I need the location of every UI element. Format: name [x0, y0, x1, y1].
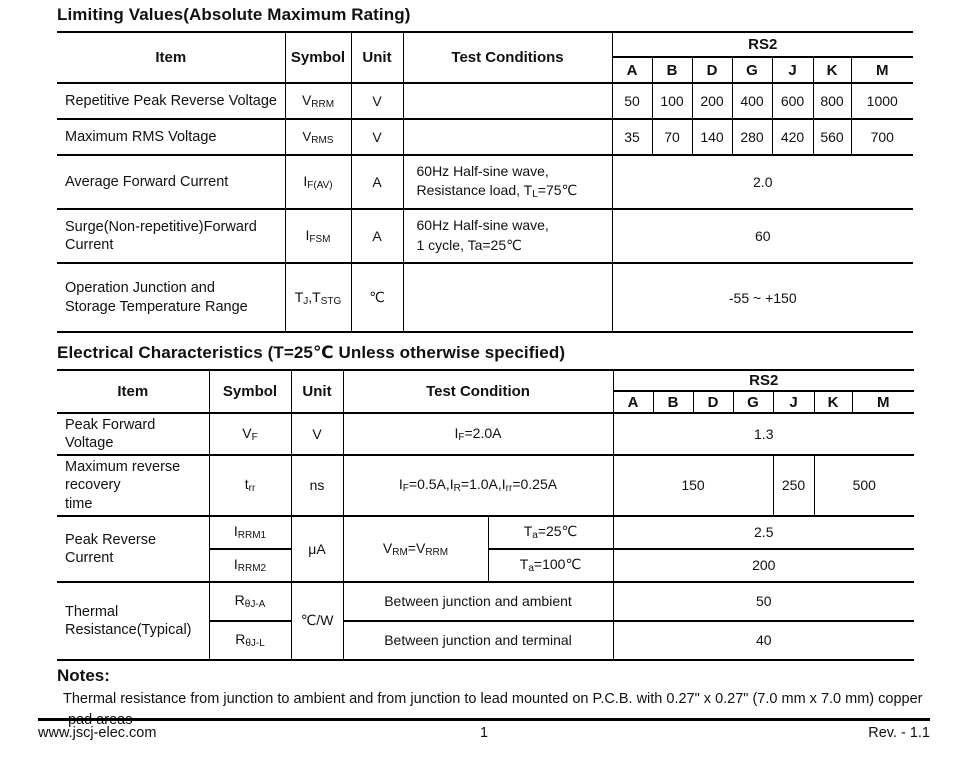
page-footer [38, 718, 930, 741]
value-cell: 700 [851, 119, 913, 155]
item-cell: Operation Junction and Storage Temperature Range [57, 263, 285, 332]
value-cell: 2.5 [613, 516, 914, 549]
t1-grade-header-j: J [772, 57, 813, 83]
symbol-cell: $t_{rr}$ [209, 455, 291, 515]
t1-grade-header-d: D [692, 57, 732, 83]
t1-header-unit: Unit [351, 32, 403, 83]
item-cell: Maximum reverse recovery time [57, 455, 209, 515]
table-row [57, 455, 914, 515]
note-text-line: pad areas [68, 711, 133, 728]
item-cell: Repetitive Peak Reverse Voltage [57, 83, 285, 119]
item-cell: Surge(Non-repetitive)Forward Current [57, 209, 285, 263]
test-condition-cell: 60Hz Half-sine wave, 1 cycle, Ta=25℃ [403, 209, 612, 263]
t1-grade-header-k: K [813, 57, 851, 83]
test-condition-cell: $V_{RM}=V_{RRM}$ [343, 516, 488, 582]
value-cell: 200 [613, 549, 914, 582]
test-condition-cell: Between junction and ambient [343, 582, 613, 621]
value-cell: -55 ~ +150 [612, 263, 913, 332]
value-cell: 100 [652, 83, 692, 119]
value-cell: 600 [772, 83, 813, 119]
t1-grade-header-m: M [851, 57, 913, 83]
t1-grade-header-g: G [732, 57, 772, 83]
symbol-cell: $V_{RMS}$ [285, 119, 351, 155]
value-cell: 250 [773, 455, 814, 515]
t1-header-symbol: Symbol [285, 32, 351, 83]
electrical-characteristics-title: Electrical Characteristics (T=25℃ Unless otherwise specified) [57, 343, 566, 362]
t1-header-item: Item [57, 32, 285, 83]
item-cell: Average Forward Current [57, 155, 285, 209]
limiting-values-title: Limiting Values(Absolute Maximum Rating) [57, 5, 411, 24]
table-row [57, 263, 913, 332]
unit-cell: ns [291, 455, 343, 515]
page-number: 1 [479, 725, 489, 741]
symbol-cell: $I_{F(AV)}$ [285, 155, 351, 209]
table-row [57, 582, 914, 621]
test-condition-cell: $I_F=0.5A,I_R=1.0A,I_{rr}=0.25A$ [343, 455, 613, 515]
value-cell: 60 [612, 209, 913, 263]
item-cell: Peak Forward Voltage [57, 413, 209, 455]
value-cell: 200 [692, 83, 732, 119]
t2-grade-header-k: K [814, 391, 852, 413]
t1-grade-header-b: B [652, 57, 692, 83]
value-cell: 150 [613, 455, 773, 515]
note-text-line: Thermal resistance from junction to ambient and from junction to lead mounted on P.C.B. with 0.27" x 0.27" (7.0 mm x 7.0 mm) copper [63, 690, 923, 707]
table-row [57, 83, 913, 119]
table-row [57, 155, 913, 209]
t2-grade-header-g: G [733, 391, 773, 413]
item-cell: Maximum RMS Voltage [57, 119, 285, 155]
symbol-cell: $V_{RRM}$ [285, 83, 351, 119]
value-cell: 50 [612, 83, 652, 119]
value-cell: 2.0 [612, 155, 913, 209]
t2-header-item: Item [57, 370, 209, 413]
value-cell: 50 [613, 582, 914, 621]
footer-revision: Rev. - 1.1 [868, 725, 930, 741]
value-cell: 1000 [851, 83, 913, 119]
t2-header-symbol: Symbol [209, 370, 291, 413]
symbol-cell: $I_{FSM}$ [285, 209, 351, 263]
item-cell: Thermal Resistance(Typical) [57, 582, 209, 660]
symbol-cell: $I_{RRM1}$ [209, 516, 291, 549]
unit-cell: A [351, 155, 403, 209]
test-condition-cell: 60Hz Half-sine wave, Resistance load, $T_L=75℃$ [403, 155, 612, 209]
symbol-cell: $T_J,T_{STG}$ [285, 263, 351, 332]
value-cell: 560 [813, 119, 851, 155]
value-cell: 500 [814, 455, 914, 515]
test-condition-cell [403, 263, 612, 332]
unit-cell: V [351, 83, 403, 119]
table-row [57, 413, 914, 455]
value-cell: 140 [692, 119, 732, 155]
table-row [57, 370, 914, 391]
t2-header-part: RS2 [613, 370, 914, 391]
value-cell: 70 [652, 119, 692, 155]
table-row [57, 119, 913, 155]
footer-website: www.jscj-elec.com [38, 725, 157, 741]
t2-grade-header-d: D [693, 391, 733, 413]
unit-cell: V [351, 119, 403, 155]
test-condition-cell: $I_F=2.0A$ [343, 413, 613, 455]
value-cell: 400 [732, 83, 772, 119]
table-row [57, 516, 914, 549]
unit-cell: ℃ [351, 263, 403, 332]
test-subcondition-cell: $T_a=100℃$ [488, 549, 613, 582]
unit-cell: μA [291, 516, 343, 582]
t1-header-test-conditions: Test Conditions [403, 32, 612, 83]
item-cell: Peak Reverse Current [57, 516, 209, 582]
test-condition-cell [403, 119, 612, 155]
t2-grade-header-m: M [852, 391, 914, 413]
value-cell: 280 [732, 119, 772, 155]
t2-header-unit: Unit [291, 370, 343, 413]
value-cell: 35 [612, 119, 652, 155]
electrical-characteristics-table [57, 369, 914, 661]
test-condition-cell: Between junction and terminal [343, 621, 613, 660]
t1-header-part: RS2 [612, 32, 913, 57]
notes-title: Notes: [57, 665, 110, 685]
symbol-cell: $V_F$ [209, 413, 291, 455]
test-condition-cell [403, 83, 612, 119]
value-cell: 40 [613, 621, 914, 660]
t2-grade-header-a: A [613, 391, 653, 413]
value-cell: 800 [813, 83, 851, 119]
test-subcondition-cell: $T_a=25℃$ [488, 516, 613, 549]
value-cell: 420 [772, 119, 813, 155]
table-row [57, 209, 913, 263]
t2-grade-header-b: B [653, 391, 693, 413]
table-row [57, 32, 913, 57]
t2-header-test-condition: Test Condition [343, 370, 613, 413]
t1-grade-header-a: A [612, 57, 652, 83]
value-cell: 1.3 [613, 413, 914, 455]
limiting-values-table [57, 31, 913, 333]
symbol-cell: $R_{\theta J-A}$ [209, 582, 291, 621]
t2-grade-header-j: J [773, 391, 814, 413]
unit-cell: A [351, 209, 403, 263]
unit-cell: ℃/W [291, 582, 343, 660]
symbol-cell: $I_{RRM2}$ [209, 549, 291, 582]
unit-cell: V [291, 413, 343, 455]
symbol-cell: $R_{\theta J-L}$ [209, 621, 291, 660]
